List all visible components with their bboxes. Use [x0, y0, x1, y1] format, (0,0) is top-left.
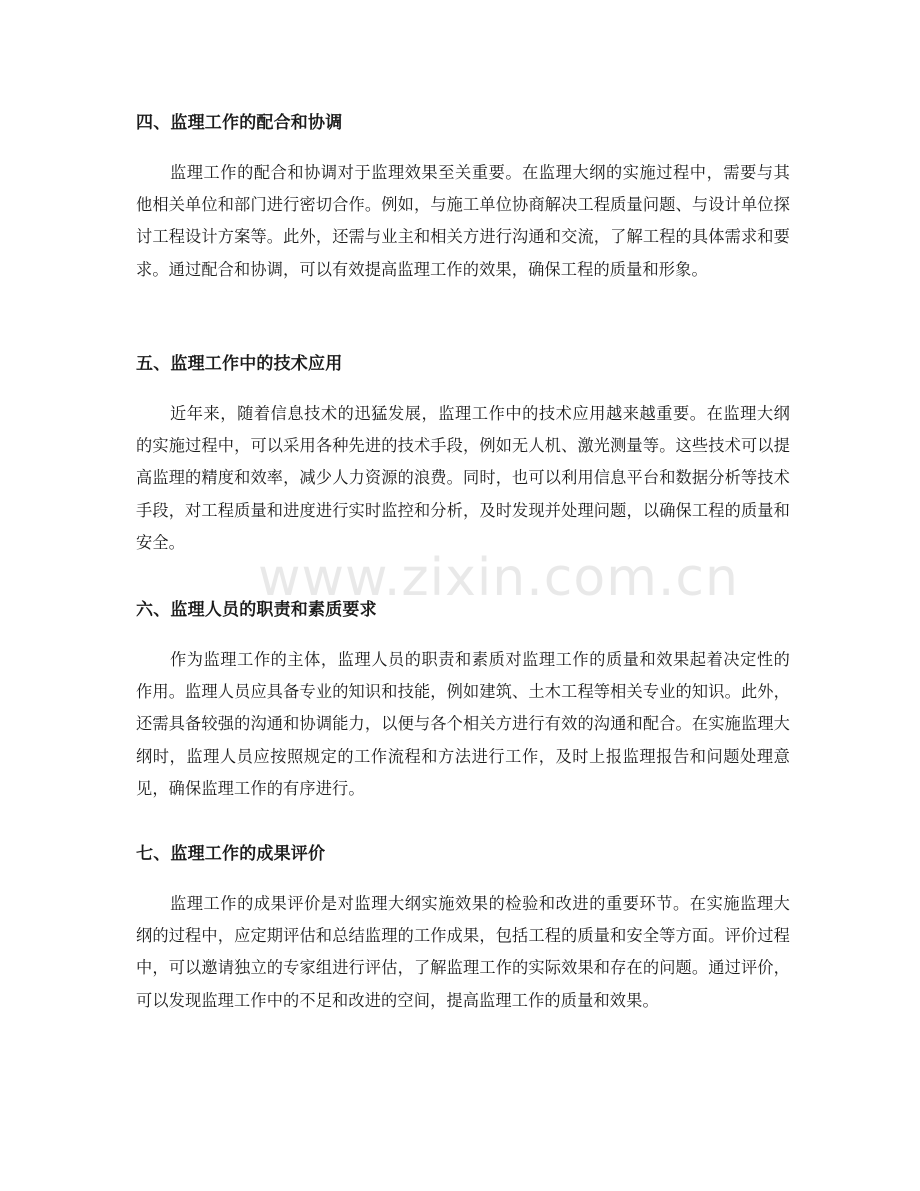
section-paragraph: 作为监理工作的主体，监理人员的职责和素质对监理工作的质量和效果起着决定性的作用。监理人员应具备专业的知识和技能，例如建筑、土木工程等相关专业的知识。此外，还需具备较强的沟通和协调能力，以便与各个相关方进行有效的沟通和配合。在实施监理大纲时，监理人员应按照规定的工作流程和方法进行工作，及时上报监理报告和问题处理意见，确保监理工作的有序进行。: [136, 650, 790, 798]
section-6: [136, 598, 790, 805]
section-paragraph: 监理工作的成果评价是对监理大纲实施效果的检验和改进的重要环节。在实施监理大纲的过程中，应定期评估和总结监理的工作成果，包括工程的质量和安全等方面。评价过程中，可以邀请独立的专家组进行评估，了解监理工作的实际效果和存在的问题。通过评价，可以发现监理工作中的不足和改进的空间，提高监理工作的质量和效果。: [136, 894, 790, 1010]
section-7: [136, 842, 790, 1017]
section-heading: 七、监理工作的成果评价: [136, 844, 326, 864]
section-paragraph: 近年来，随着信息技术的迅猛发展，监理工作中的技术应用越来越重要。在监理大纲的实施过程中，可以采用各种先进的技术手段，例如无人机、激光测量等。这些技术可以提高监理的精度和效率，减少人力资源的浪费。同时，也可以利用信息平台和数据分析等技术手段，对工程质量和进度进行实时监控和分析，及时发现并处理问题，以确保工程的质量和安全。: [136, 404, 790, 552]
section-heading: 六、监理人员的职责和素质要求: [136, 600, 377, 620]
section-heading: 五、监理工作中的技术应用: [136, 354, 343, 374]
section-heading: 四、监理工作的配合和协调: [136, 113, 343, 133]
section-paragraph: 监理工作的配合和协调对于监理效果至关重要。在监理大纲的实施过程中，需要与其他相关单位和部门进行密切合作。例如，与施工单位协商解决工程质量问题、与设计单位探讨工程设计方案等。此外，还需与业主和相关方进行沟通和交流，了解工程的具体需求和要求。通过配合和协调，可以有效提高监理工作的效果，确保工程的质量和形象。: [136, 163, 790, 279]
section-4: [136, 111, 790, 286]
watermark: www.zixin.com.cn: [258, 548, 739, 608]
section-5: [136, 352, 790, 559]
